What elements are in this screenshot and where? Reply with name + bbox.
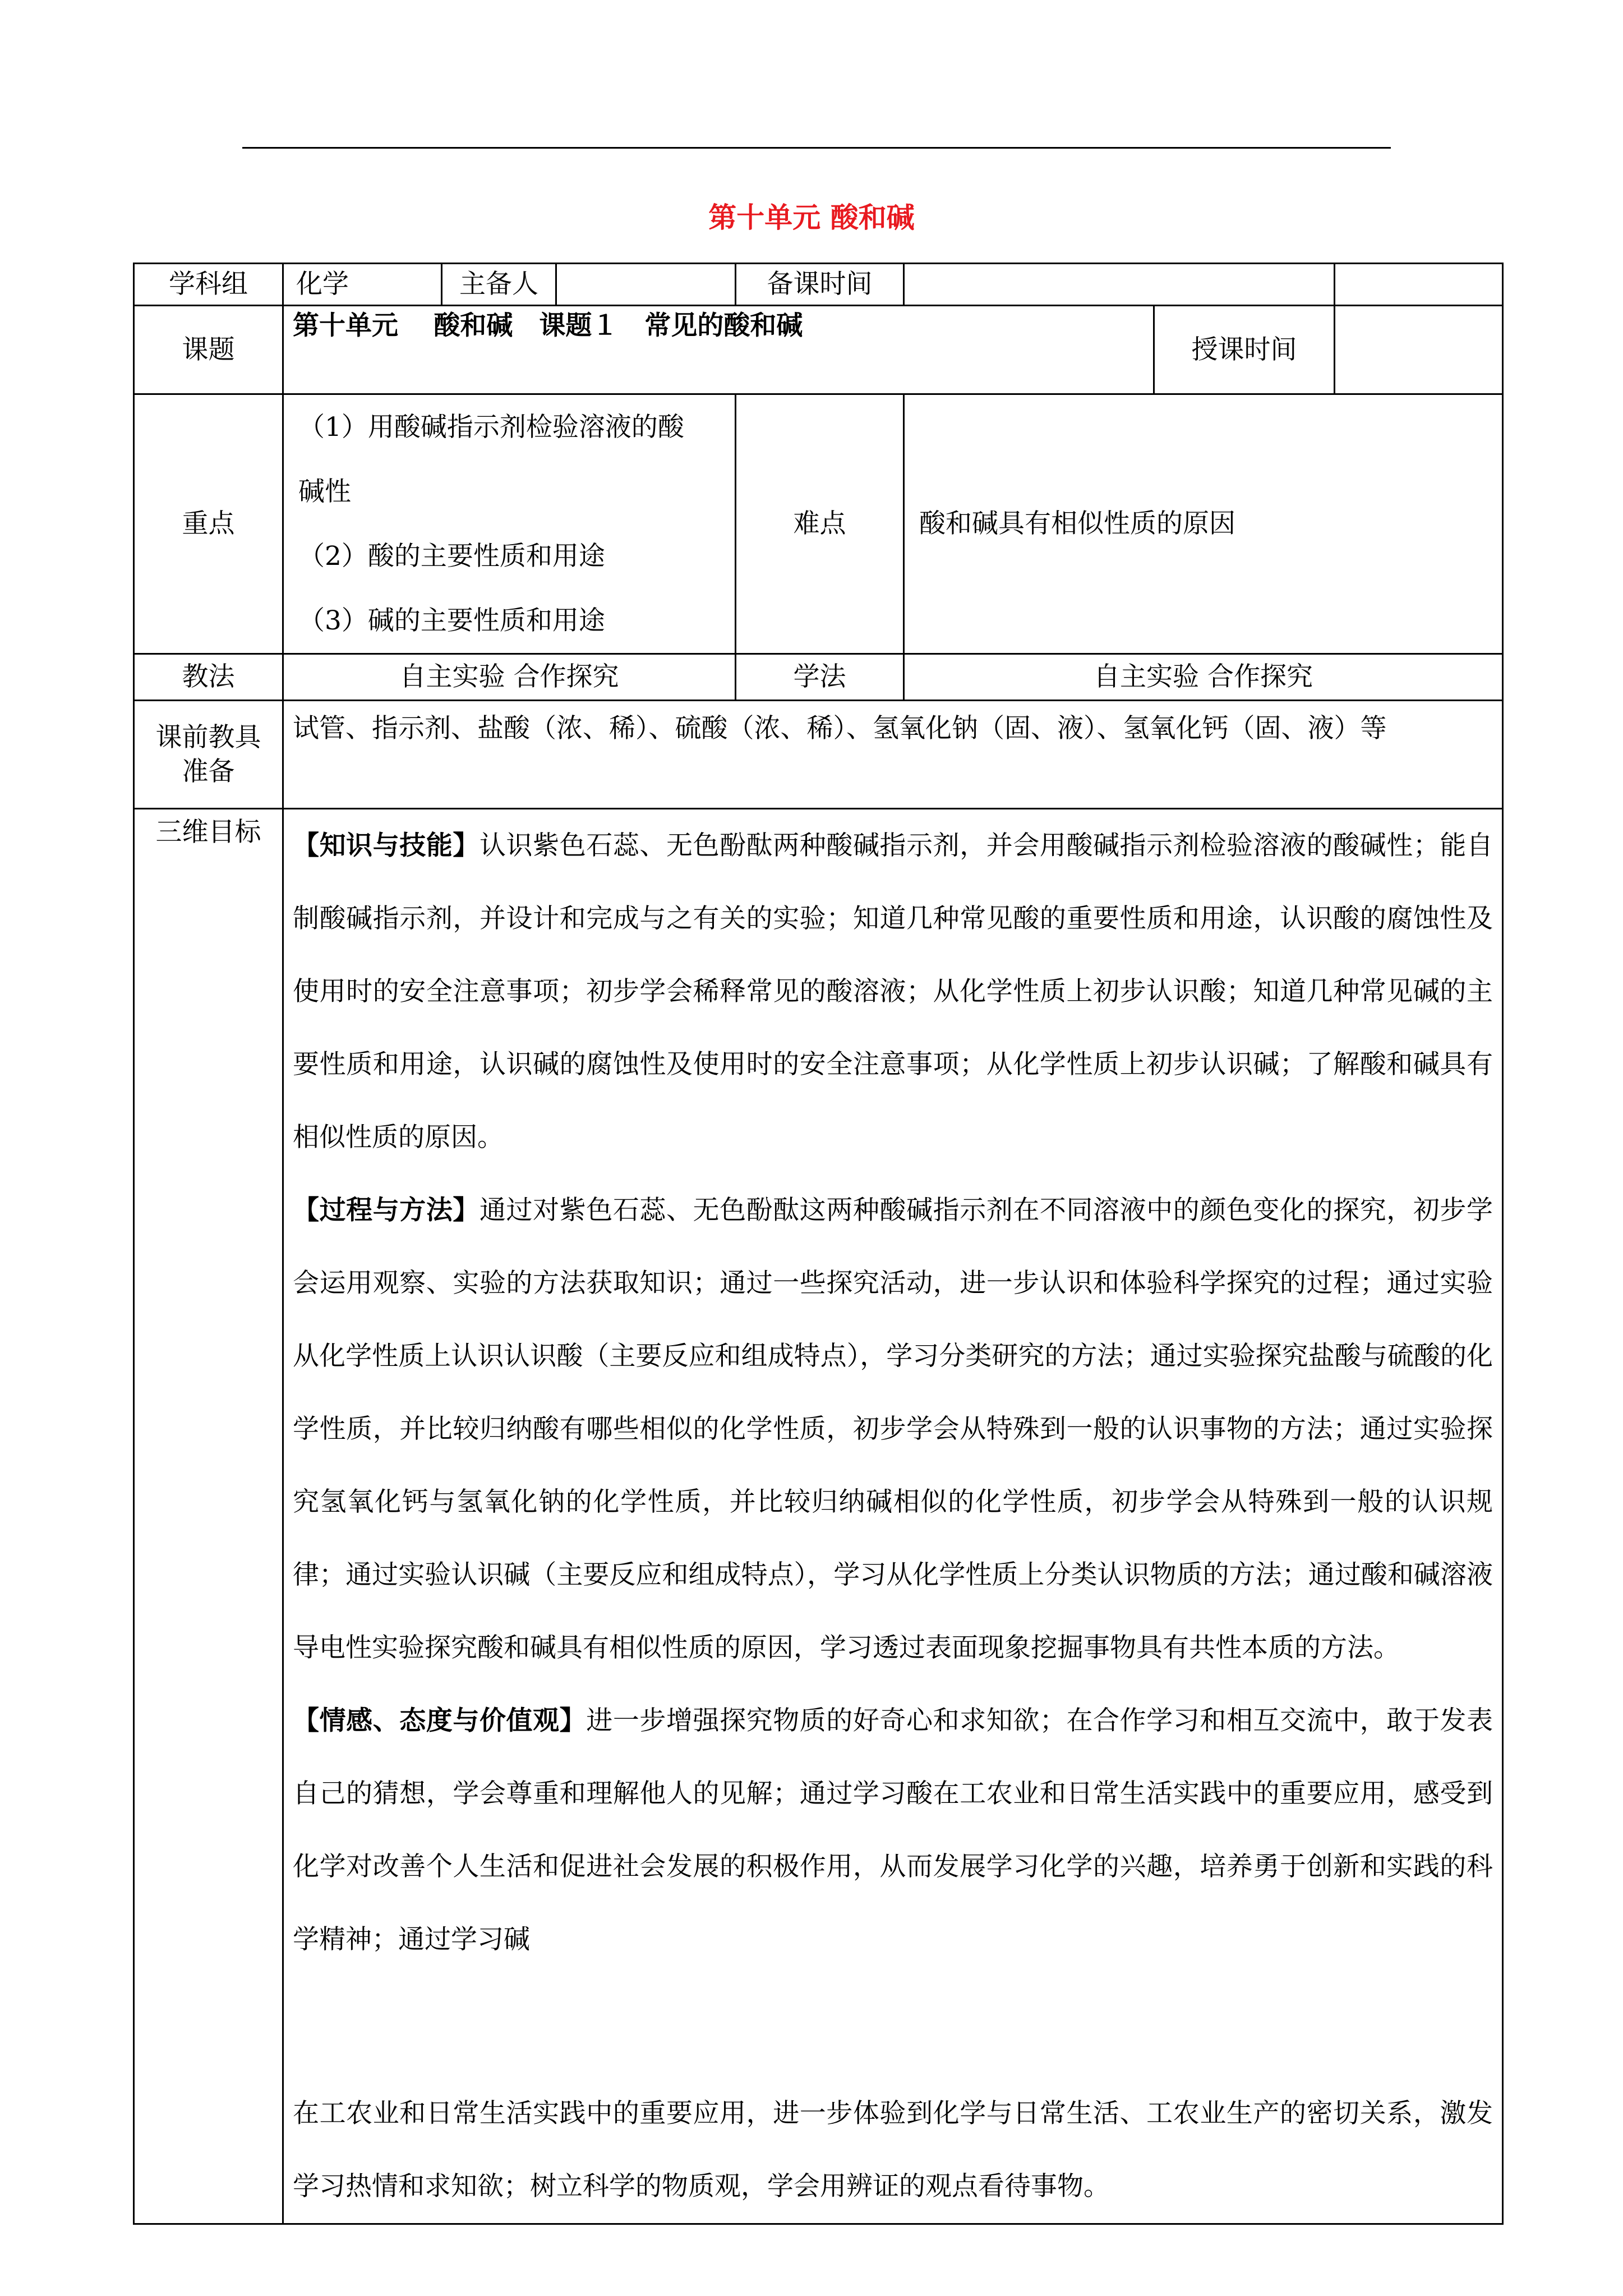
header-rule bbox=[242, 147, 1391, 149]
document-title: 第十单元 酸和碱 bbox=[708, 201, 915, 234]
lesson-plan-table bbox=[133, 263, 1504, 2225]
topic-value: 第十单元 酸和碱 课题１ 常见的酸和碱 bbox=[293, 310, 803, 341]
emotion-text: 进一步增强探究物质的好奇心和求知欲；在合作学习和相互交流中，敢于发表自己的猜想，学会尊重和理解他人的见解；通过学习酸在工农业和日常生活实践中的重要应用，感受到化学对改善个人生活和促进社会发展的积极作用，从而发展学习化学的兴趣，培养勇于创新和实践的科学精神；通过学习碱 bbox=[293, 1705, 1493, 1955]
header-extra-cell bbox=[1335, 264, 1503, 306]
paragraph-gap bbox=[293, 1976, 1493, 2077]
process-text: 通过对紫色石蕊、无色酚酞这两种酸碱指示剂在不同溶液中的颜色变化的探究，初步学会运用观察、实验的方法获取知识；通过一些探究活动，进一步认识和体验科学探究的过程；通过实验从化学性质上认识认识酸（主要反应和组成特点），学习分类研究的方法；通过实验探究盐酸与硫酸的化学性质，并比较归纳酸有哪些相似的化学性质，初步学会从特殊到一般的认识事物的方法；通过实验探究氢氧化钙与氢氧化钠的化学性质，并比较归纳碱相似的化学性质，初步学会从特殊到一般的认识规律；通过实验认识碱（主要反应和组成特点），学习从化学性质上分类认识物质的方法；通过酸和碱溶液导电性实验探究酸和碱具有相似性质的原因，学习透过表面现象挖掘事物具有共性本质的方法。 bbox=[293, 1195, 1493, 1663]
key-points-row bbox=[134, 394, 1503, 654]
prep-time-label: 备课时间 bbox=[736, 264, 904, 306]
subject-group-label: 学科组 bbox=[134, 264, 283, 306]
knowledge-heading: 【知识与技能】 bbox=[293, 830, 479, 861]
prep-value: 试管、指示剂、盐酸（浓、稀）、硫酸（浓、稀）、氢氧化钠（固、液）、氢氧化钙（固、液）等 bbox=[283, 701, 1503, 809]
knowledge-paragraph bbox=[293, 809, 1493, 1174]
teaching-method-value: 自主实验 合作探究 bbox=[283, 654, 736, 701]
learning-method-value: 自主实验 合作探究 bbox=[904, 654, 1503, 701]
difficulty-value: 酸和碱具有相似性质的原因 bbox=[904, 394, 1503, 654]
teach-time-value bbox=[1335, 306, 1503, 394]
goals-row bbox=[134, 809, 1503, 2224]
header-row bbox=[134, 264, 1503, 306]
emotion-heading: 【情感、态度与价值观】 bbox=[293, 1705, 587, 1736]
prep-label: 课前教具准备 bbox=[134, 701, 283, 809]
key-point-item: 碱性 bbox=[298, 476, 351, 507]
key-points-list bbox=[298, 395, 726, 653]
topic-value-cell bbox=[283, 306, 1154, 394]
topic-label: 课题 bbox=[134, 306, 283, 394]
methods-row bbox=[134, 654, 1503, 701]
learning-method-label: 学法 bbox=[736, 654, 904, 701]
emotion-paragraph bbox=[293, 1685, 1493, 1976]
prep-row bbox=[134, 701, 1503, 809]
key-point-item: （3）碱的主要性质和用途 bbox=[298, 605, 605, 636]
continuation-paragraph: 在工农业和日常生活实践中的重要应用，进一步体验到化学与日常生活、工农业生产的密切关系，激发学习热情和求知欲；树立科学的物质观，学会用辨证的观点看待事物。 bbox=[293, 2098, 1493, 2202]
key-points-cell bbox=[283, 394, 736, 654]
goals-cell bbox=[283, 809, 1503, 2224]
process-paragraph bbox=[293, 1174, 1493, 1685]
preparer-value bbox=[556, 264, 736, 306]
topic-row bbox=[134, 306, 1503, 394]
teaching-method-label: 教法 bbox=[134, 654, 283, 701]
key-point-item: （1）用酸碱指示剂检验溶液的酸 bbox=[298, 412, 684, 443]
difficulty-label: 难点 bbox=[736, 394, 904, 654]
key-points-label: 重点 bbox=[134, 394, 283, 654]
process-heading: 【过程与方法】 bbox=[293, 1195, 479, 1226]
teach-time-label: 授课时间 bbox=[1154, 306, 1335, 394]
subject-group-value: 化学 bbox=[283, 264, 442, 306]
goals-label: 三维目标 bbox=[134, 809, 283, 2224]
key-point-item: （2）酸的主要性质和用途 bbox=[298, 541, 605, 572]
preparer-label: 主备人 bbox=[442, 264, 556, 306]
prep-time-value bbox=[904, 264, 1335, 306]
knowledge-text: 认识紫色石蕊、无色酚酞两种酸碱指示剂，并会用酸碱指示剂检验溶液的酸碱性；能自制酸碱指示剂，并设计和完成与之有关的实验；知道几种常见酸的重要性质和用途，认识酸的腐蚀性及使用时的安全注意事项；初步学会稀释常见的酸溶液；从化学性质上初步认识酸；知道几种常见碱的主要性质和用途，认识碱的腐蚀性及使用时的安全注意事项；从化学性质上初步认识碱；了解酸和碱具有相似性质的原因。 bbox=[293, 830, 1493, 1153]
